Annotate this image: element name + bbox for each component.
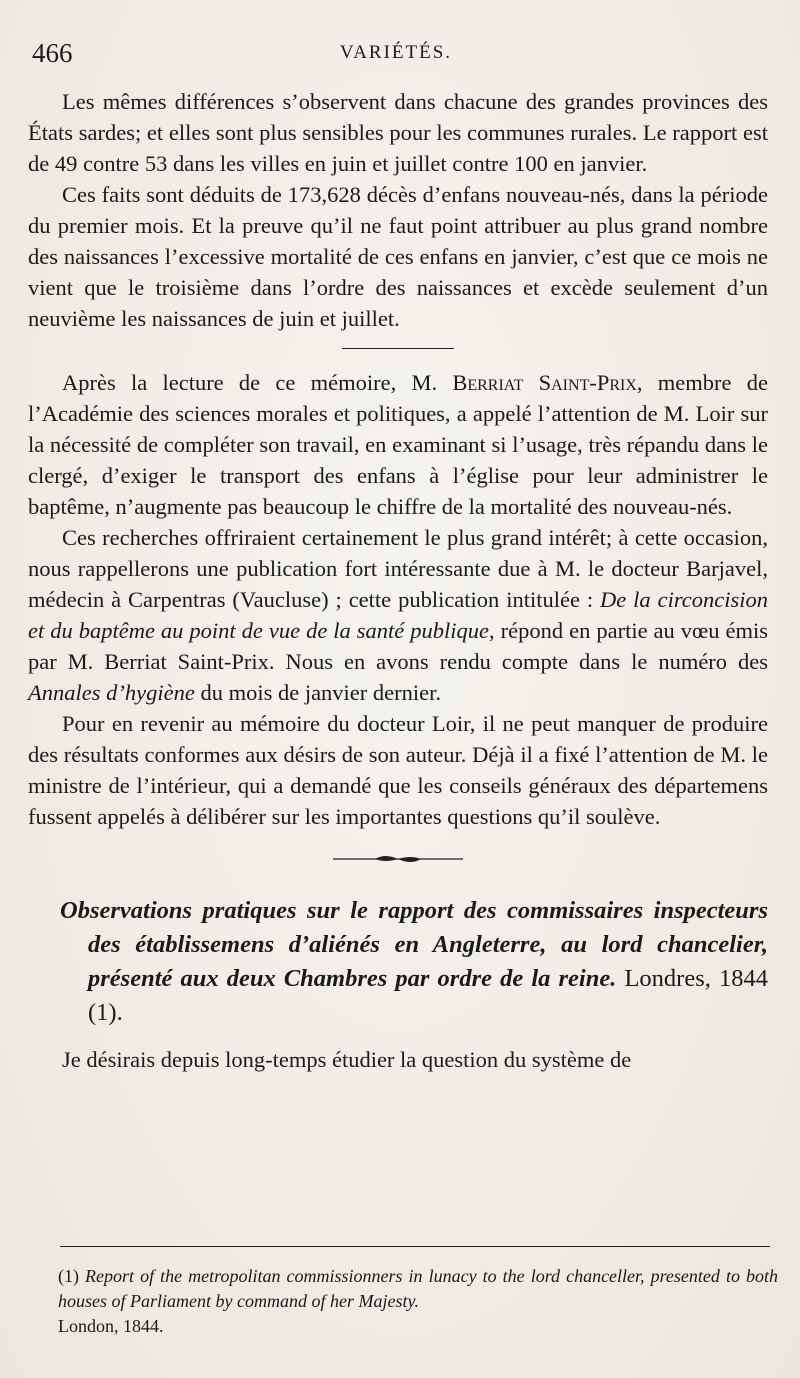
paragraph-3 [28,367,768,522]
paragraph-4 [28,522,768,708]
p3-person-name: Berriat Saint-Prix [452,370,637,395]
p4-journal-name: Annales d’hygiène [28,680,195,705]
p4-part-b: , répond en partie au vœu émis par M. Berriat Saint-Prix. Nous en avons rendu compte dans le numéro des [28,618,768,674]
footnote-rule [60,1246,770,1247]
article-first-line: Je désirais depuis long-temps étudier la question du système de [62,1047,632,1072]
running-head: VARIÉTÉS. [339,42,453,63]
p4-part-a: Ces recherches offriraient certainement le plus grand intérêt; à cette occasion, nous rappellerons une publication fort intéressante due à M. le docteur Barjavel, médecin à Carpentras (Vaucluse) ; cette publication intitulée : [28,525,768,612]
p3-end: , membre de l’Académie des sciences morales et politiques, a appelé l’attention de M. Loir sur la nécessité de compléter son travail, en examinant si l’usage, très répandu dans le clergé, d’exiger le transport des enfans à l’église pour leur administrer le baptême, n’augmente pas beaucoup le chiffre de la mortalité des nouveau-nés. [28,370,768,519]
page-number: 466 [32,38,73,68]
section-divider [342,348,454,349]
p4-publication-title: De la circoncision et du baptême au point de vue de la santé publique [28,587,768,643]
footnote-place-date: London, 1844. [58,1316,164,1336]
article-title-italic: Observations pratiques sur le rapport des commissaires inspecteurs des établissemens d’aliénés en Angleterre, au lord chancelier, présenté aux deux Chambres par ordre de la reine. [60,897,768,992]
p3-start: Après la lecture de ce mémoire, M. [62,370,453,395]
paragraph-2: Ces faits sont déduits de 173,628 décès d’enfans nouveau-nés, dans la période du premier mois. Et la preuve qu’il ne faut point attribuer au plus grand nombre des naissances l’excessive mortalité de ces enfans en janvier, c’est que ce mois ne vient que le troisième dans l’ordre des naissances et excède seulement d’un neuvième les naissances de juin et juillet. [28,182,768,331]
paragraph-1: Les mêmes différences s’observent dans chacune des grandes provinces des États sardes; et elles sont plus sensibles pour les communes rurales. Le rapport est de 49 contre 53 dans les villes en juin et juillet contre 100 en janvier. [28,89,768,176]
ornament-divider [333,852,463,866]
article-title [28,894,768,1030]
paragraph-5: Pour en revenir au mémoire du docteur Loir, il ne peut manquer de produire des résultats conformes aux désirs de son auteur. Déjà il a fixé l’attention de M. le ministre de l’intérieur, qui a demandé que les conseils généraux des départemens fussent appelés à délibérer sur les importantes questions qu’il soulève. [28,711,768,829]
page-header [32,38,760,78]
footnote-italic-text: Report of the metropolitan commissionners in lunacy to the lord chanceller, presented to both houses of Parliament by command of her Majesty. [58,1266,778,1311]
footnote [58,1264,778,1339]
body-text [28,86,768,1075]
article-title-place-date: Londres, 1844 (1). [88,965,768,1026]
p4-part-c: du mois de janvier dernier. [194,680,442,705]
footnote-marker: (1) [58,1266,86,1286]
